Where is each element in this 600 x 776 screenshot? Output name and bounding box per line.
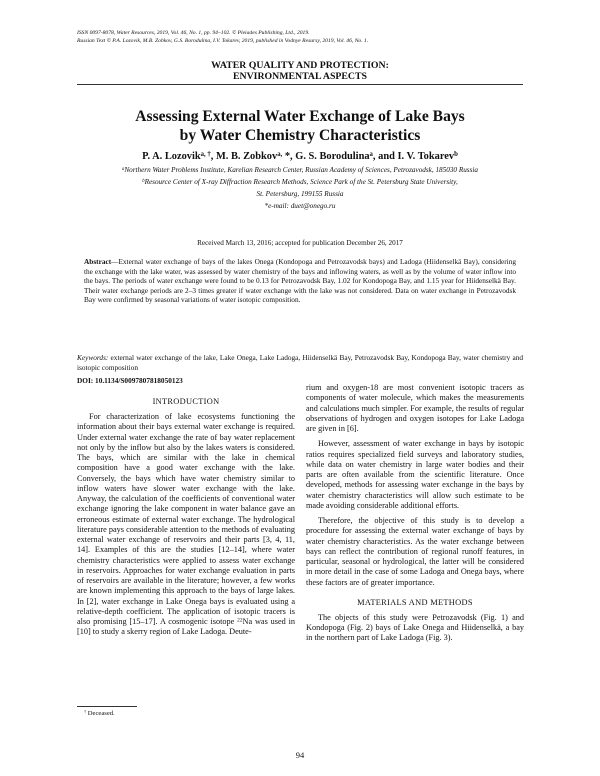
doi: DOI: 10.1134/S0097807818050123	[77, 376, 183, 385]
footnote-text: Deceased.	[86, 710, 115, 717]
article-title	[77, 107, 523, 145]
received-dates: Received March 13, 2016; accepted for publication December 26, 2017	[197, 239, 403, 247]
author-list	[77, 150, 523, 163]
author-2-sup: a,	[277, 150, 283, 158]
keywords-text: external water exchange of the lake, Lake Onega, Lake Ladoga, Hiidenselkä Bay, Petrozavodsk Bay, Kondopoga Bay, water chemistry and isotopic composition	[77, 353, 523, 372]
introduction-paragraph	[77, 412, 295, 638]
affiliation-a-text: Northern Water Problems Institute, Karelian Research Center, Russian Academy of Sciences, Petrozavodsk, 185030 Russia	[124, 166, 478, 174]
title-line-2: by Water Chemistry Characteristics	[179, 127, 421, 144]
affiliation-b-line-2: St. Petersburg, 199155 Russia	[256, 190, 344, 198]
right-column	[306, 383, 524, 644]
footnote-sup: †	[84, 709, 87, 715]
section-heading	[150, 60, 450, 82]
abstract	[84, 257, 516, 305]
footnote	[84, 710, 115, 718]
author-3: , G. S. Borodulina	[290, 151, 370, 162]
intro-isotope-sup: 22	[237, 617, 243, 624]
page-number: 94	[295, 750, 305, 760]
section-heading-line-1: WATER QUALITY AND PROTECTION:	[211, 60, 389, 71]
author-2-star: *	[282, 151, 291, 162]
author-4-sup: b	[454, 150, 458, 158]
author-1-sup: a, †	[200, 150, 211, 158]
section-heading-line-2: ENVIRONMENTAL ASPECTS	[232, 71, 367, 82]
affiliation-a	[77, 166, 523, 176]
corresponding-email: *e-mail: duet@onego.ru	[264, 202, 336, 210]
keywords	[77, 353, 523, 372]
author-3-sup: a	[369, 150, 373, 158]
title-line-1: Assessing External Water Exchange of Lake Bays	[135, 108, 465, 125]
author-4: , and I. V. Tokarev	[372, 151, 455, 162]
right-paragraph-3: Therefore, the objective of this study is to develop a procedure for assessing the external water exchange of bays by water chemistry characteristics. As the water exchange between bays can reflect the contribution of regional runoff features, in particular, seasonal or hydrological, the latter will be considered in more detail in the case of some Ladoga and Onega bays, where these factors are of greater importance.	[306, 516, 524, 587]
affiliation-b	[77, 178, 523, 188]
journal-header-line-2: Russian Text © P.A. Lozovik, M.B. Zobkov, G.S. Borodulina, I.V. Tokarev, 2019, published in Vodnye Resursy, 2019, Vol. 46, No. 1.	[77, 38, 369, 44]
abstract-label: Abstract	[84, 257, 112, 266]
affiliation-a-sup: a	[122, 166, 125, 172]
footnote-rule	[77, 706, 137, 707]
intro-text: For characterization of lake ecosystems functioning the information about their bays external water exchange is required. Under external water exchange the rate of bay water replacement not only by the inflow but also by the lakes waters is considered. The bays, which are similar with the lake in chemical composition have a good water exchange with the lake. Conversely, the bays which have water chemistry similar to inflow waters have slower water exchange with the lake. Anyway, the calculation of the coefficients of conventional water exchange ignoring the lake component in water balance gave an erroneous estimate of external water exchange. The hydrological literature pays considerable attention to the methods of evaluating external water exchange of reservoirs and their parts [3, 4, 11, 14]. Examples of this are the studies [12–14], where water chemistry characteristics were applied to assess water exchange in reservoirs. Approaches for water exchange evaluation in parts of reservoirs are available in the literature; however, a few works are known implementing this approach to the bays of large lakes. In [2], water exchange in Lake Onega bays is evaluated using a relative-depth coefficient. The application of isotopic tracers is also promising [15–17]. A cosmogenic isotope	[77, 412, 295, 626]
right-paragraph-continued: rium and oxygen-18 are most convenient isotopic tracers as components of water molecule, which makes the measurements and calculations much simpler. For example, the results of regular observations of hydrogen and oxygen isotopes for Lake Ladoga are given in [6].	[306, 383, 524, 433]
author-1: P. A. Lozovik	[142, 151, 201, 162]
author-2: , M. B. Zobkov	[210, 151, 278, 162]
journal-header-line-1: ISSN 0097-8078, Water Resources, 2019, Vol. 46, No. 1, pp. 94–102. © Pleiades Publishing, Ltd., 2019.	[77, 30, 310, 36]
materials-methods-heading: MATERIALS AND METHODS	[357, 597, 473, 607]
introduction-heading: INTRODUCTION	[152, 397, 220, 406]
abstract-text: —External water exchange of bays of the lakes Onega (Kondopoga and Petrozavodsk bays) and Ladoga (Hiidenselkä Bay), considering the exchange with the lake water, was assessed by water chemistry of the bays and inflowing waters, as well as by the volume of water inflow into the bays. The periods of water exchange were found to be 0.13 for Petrozavodsk Bay, 1.02 for Kondopoga Bay, and 1.15 year for Hiidenselkä Bay. Their water exchange periods are 2–3 times greater if water exchange with the lake was not considered. Data on water exchange in Petrozavodsk Bay were confirmed by seasonal variations of water isotopic composition.	[84, 257, 516, 304]
left-column	[77, 397, 295, 638]
right-paragraph-2: However, assessment of water exchange in bays by isotopic ratios requires specialized field surveys and laboratory studies, while data on water chemistry in large water bodies and their parts are often available from the scientific literature. Once developed, methods for assessing water exchange in the bays by water chemistry characteristics will allow such estimate to be made avoiding considerable additional efforts.	[306, 439, 524, 510]
right-paragraph-4: The objects of this study were Petrozavodsk (Fig. 1) and Kondopoga (Fig. 2) bays of Lake Onega and Hiidenselkä, a bay in the northern part of Lake Ladoga (Fig. 3).	[306, 612, 524, 643]
affiliation-b-line-1: Resource Center of X-ray Diffraction Research Methods, Science Park of the St. Petersburg State University,	[144, 178, 458, 186]
header-rule	[77, 84, 523, 85]
keywords-label: Keywords:	[77, 353, 109, 362]
affiliation-b-sup: b	[142, 178, 145, 184]
intro-text-end: Na was used in [10] to study a skerry region of Lake Ladoga. Deute-	[77, 617, 295, 637]
